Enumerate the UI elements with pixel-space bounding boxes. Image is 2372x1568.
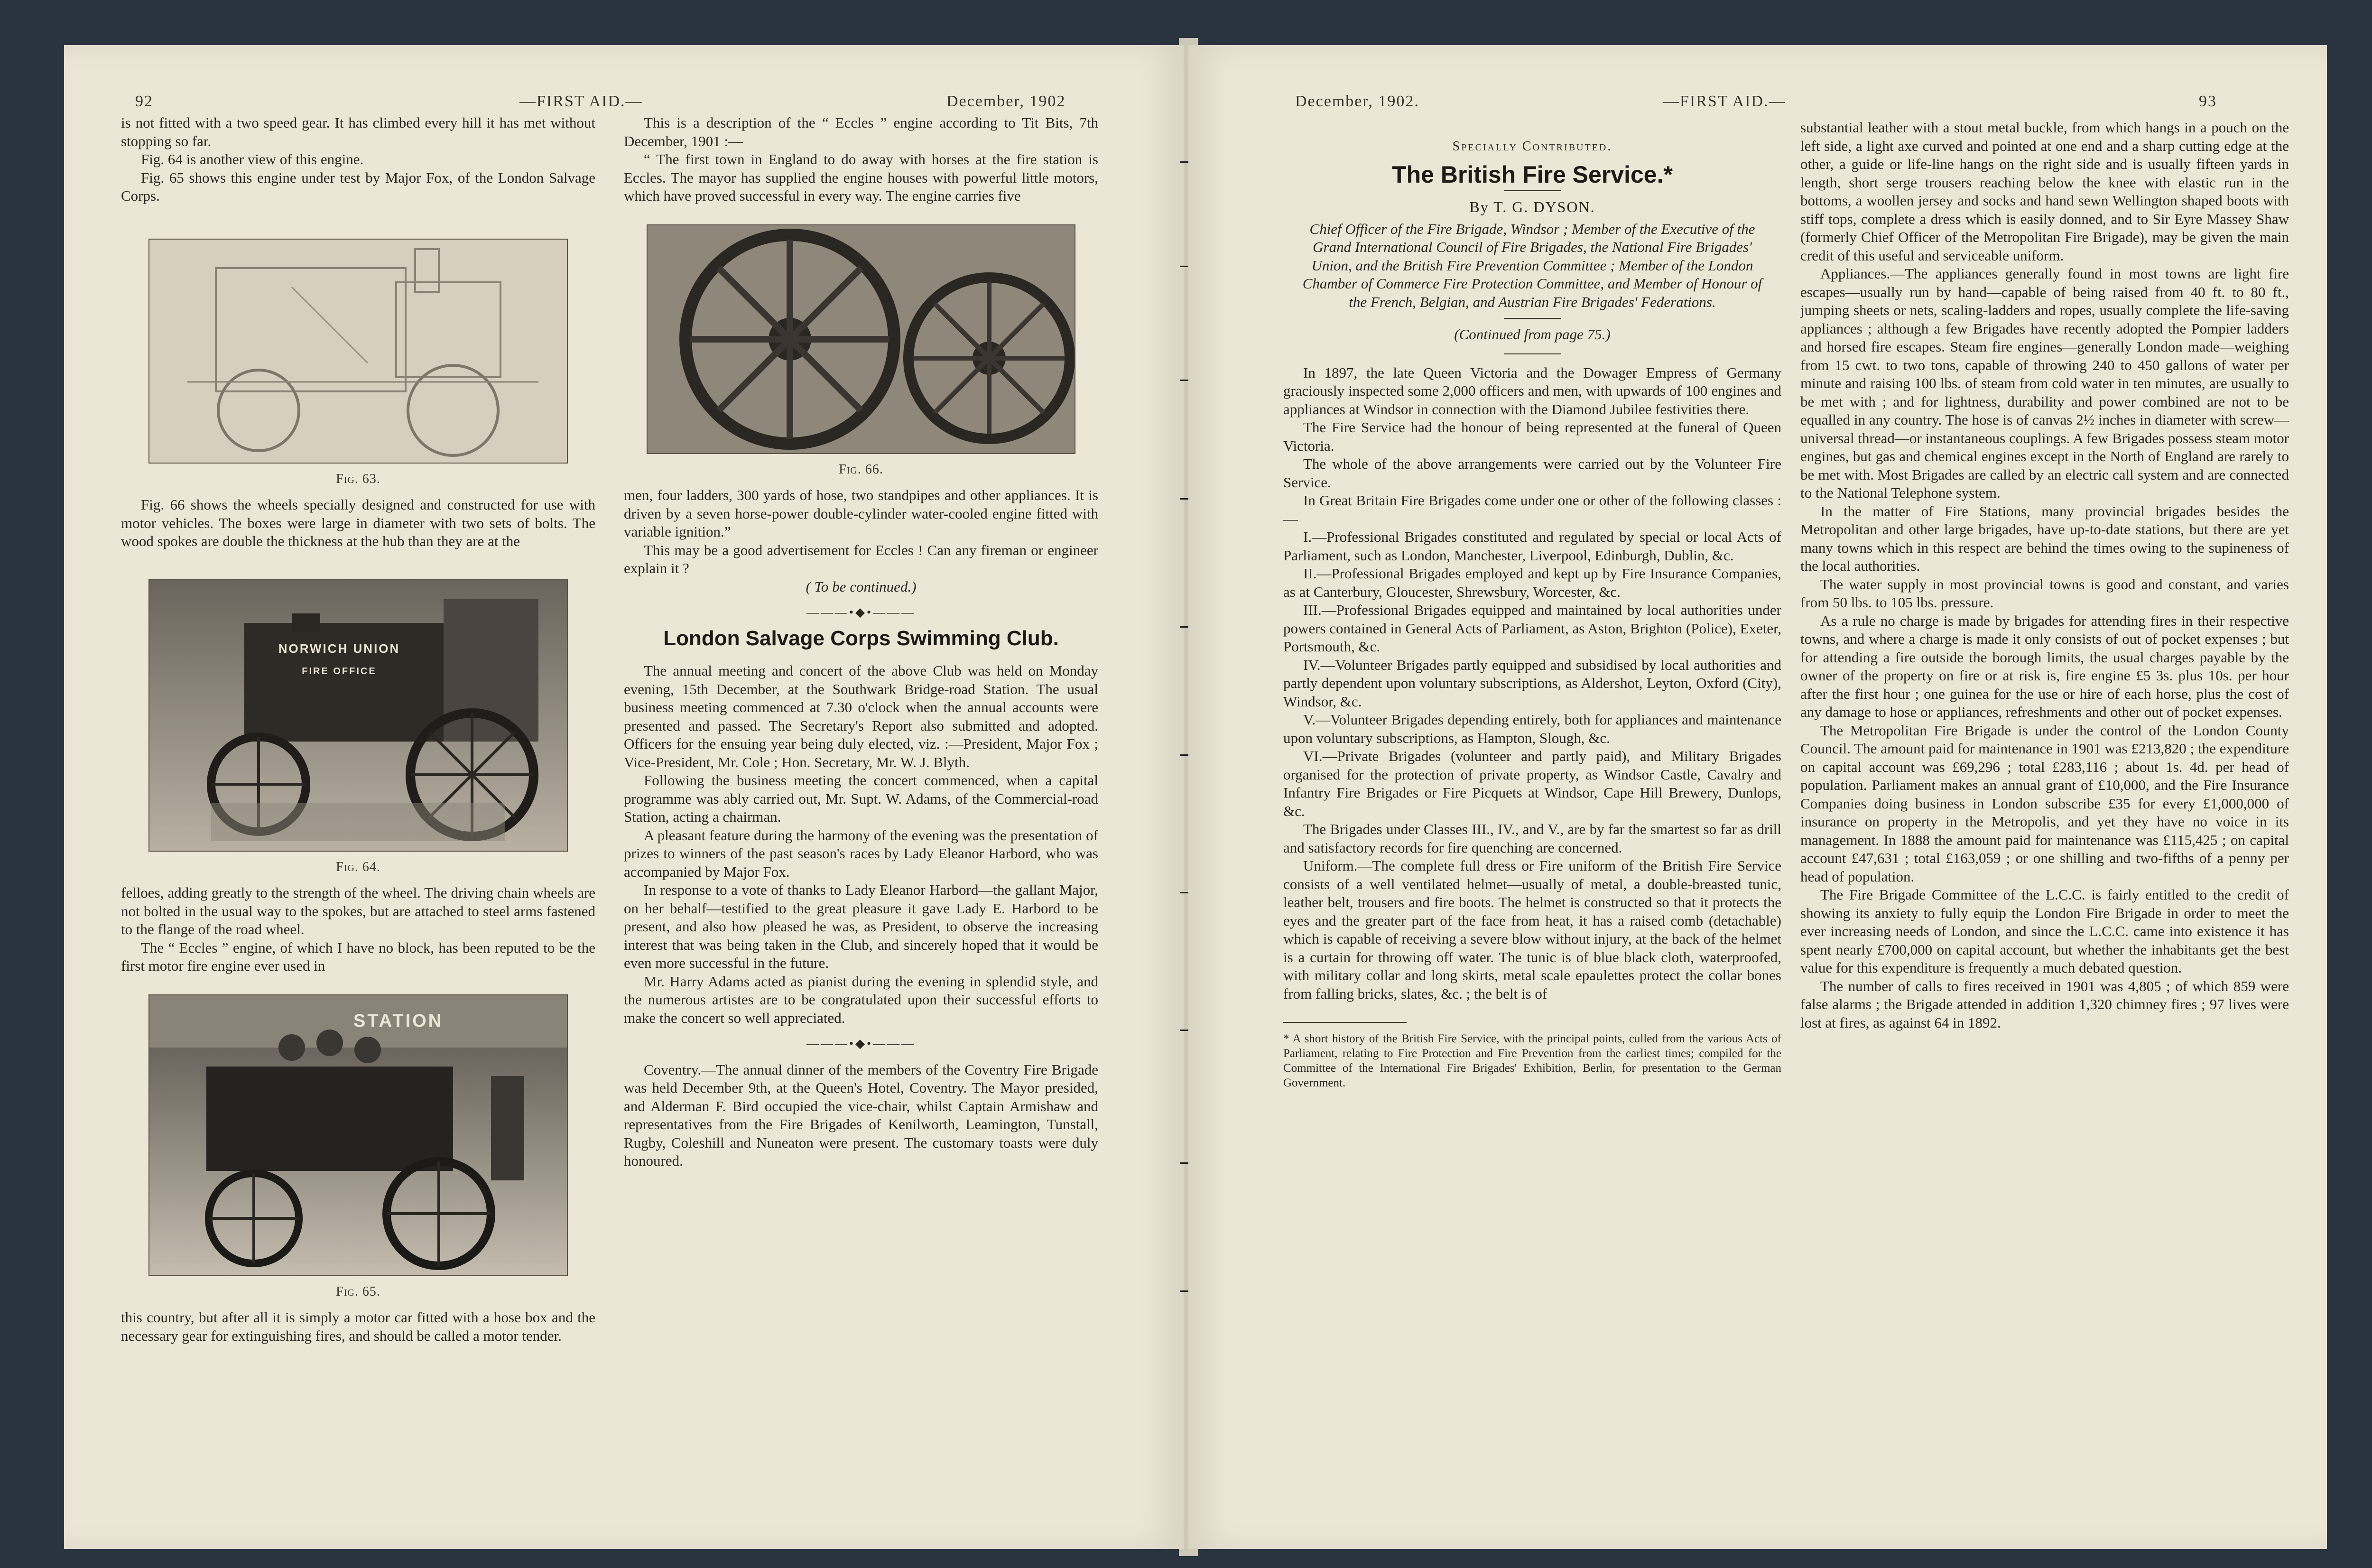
paragraph: is not fitted with a two speed gear. It has climbed every hill it has met without stopping so far. — [121, 114, 595, 149]
paragraph: The whole of the above arrangements were carried out by the Volunteer Fire Service. — [1283, 455, 1781, 491]
to-be-continued: ( To be continued.) — [806, 578, 917, 595]
author-credentials: Chief Officer of the Fire Brigade, Windsor ; Member of the Executive of the Grand International Council of Fire Brigades, the National Fire Brigades' Union, and the British Fire Prevention Committee ; Member of the London Chamber of Commerce Fire Protection Committee, and Member of Honour of the French, Belgian, and Austrian Fire Brigades' Federations. — [1302, 220, 1762, 310]
paragraph: The water supply in most provincial towns is good and constant, and varies from 50 lbs. to 105 lbs. pressure. — [1800, 575, 2289, 611]
paragraph: Fig. 64 is another view of this engine. — [141, 151, 364, 167]
paragraph: In Great Britain Fire Brigades come under one or other of the following classes :— — [1283, 492, 1781, 527]
paragraph: The Fire Brigade Committee of the L.C.C. is fairly entitled to the credit of showing its anxiety to fully equip the London Fire Brigade in order to meet the ever increasing needs of London, and since the L.C.C. came into existence it has spent nearly £700,000 on capital account, but whether the inhabitants get the best value for this expenditure is frequently a much debated question. — [1800, 886, 2289, 976]
paragraph: A pleasant feature during the harmony of the evening was the presentation of prizes to winners of the past season's races by Lady Eleanor Harbord, who was accompanied by Major Fox. — [624, 826, 1098, 880]
paragraph: this country, but after all it is simply a motor car fitted with a hose box and the necessary gear for extinguishing fires, and should be called a motor tender. — [121, 1309, 595, 1344]
figure-caption: Fig. 65. — [336, 1284, 380, 1299]
page-number: 93 — [2199, 93, 2217, 110]
paragraph: V.—Volunteer Brigades depending entirely, both for appliances and maintenance upon voluntary subscriptions, as Hampton, Slough, &c. — [1283, 711, 1781, 746]
running-title: —FIRST AID.— — [519, 93, 643, 110]
credentials-rule — [1504, 318, 1561, 319]
left-page — [64, 45, 1184, 1549]
rule — [1504, 353, 1561, 354]
paragraph: This is a description of the “ Eccles ” engine according to Tit Bits, 7th December, 1901 :— — [624, 114, 1098, 149]
paragraph: VI.—Private Brigades (volunteer and partly paid), and Military Brigades organised for the protection of private property, as Windsor Castle, Cavalry and Infantry Fire Brigades or Fire Picquets at Windsor, Cape Hill Brewery, Dunlops, &c. — [1283, 748, 1781, 819]
continued-from: (Continued from page 75.) — [1454, 326, 1611, 343]
left-column-1 — [121, 114, 595, 1345]
paragraph: substantial leather with a stout metal buckle, from which hangs in a pouch on the left side, a light axe curved and pointed at one end and a sharp cutting edge at the other, a guide or life-line hangs on the right side and is usually fifteen yards in length, short serge trousers reaching below the knee with elastic run in the bottoms, a woollen jersey and socks and hand sewn Wellington shaped boots with stiff tops, complete a dress which is easily donned, and to Sir Eyre Massey Shaw (formerly Chief Officer of the Metropolitan Fire Brigade), may be given the main credit of this useful and serviceable uniform. — [1800, 119, 2289, 264]
footnote: * A short history of the British Fire Service, with the principal points, culled from the various Acts of Parliament, relating to Fire Protection and Fire Prevention from the earliest times; compiled for the Committee of the International Fire Brigades' Exhibition, Berlin, for presentation to the German Government. — [1283, 1032, 1781, 1089]
running-date: December, 1902. — [1295, 93, 1419, 110]
figure-64-norwich-union-engine — [148, 579, 568, 852]
figure-caption: Fig. 66. — [839, 462, 883, 477]
paragraph: The Brigades under Classes III., IV., and V., are by far the smartest so far as drill and satisfactory records for fire quenching are concerned. — [1283, 821, 1781, 856]
article-title: The British Fire Service.* — [1392, 161, 1673, 188]
ornament-divider: ———•◆•——— — [806, 605, 916, 619]
figure-caption: Fig. 64. — [336, 859, 380, 874]
ornament-divider: ———•◆•——— — [806, 1037, 916, 1050]
figure-66-wheels — [647, 224, 1075, 454]
engine-sign-text: NORWICH UNION — [278, 641, 400, 656]
left-column-2 — [624, 114, 1098, 1170]
paragraph: As a rule no charge is made by brigades for attending fires in their respective towns, and where a charge is made it only consists of out of pocket expenses ; but for attending a fire outside the borough limits, the usual charges payable by the owner of the property on fire or at risk is, fire engine £5 3s. plus 10s. per hour after the first hour ; one guinea for the use or hire of each horse, plus the cost of any damage to hose or appliances, refreshments and other out of pocket expenses. — [1800, 612, 2289, 720]
paragraph: The number of calls to fires received in 1901 was 4,805 ; of which 859 were false alarms ; the Brigade attended in addition 1,320 chimney fires ; 97 lives were lost at fires, as against 64 in 1892. — [1800, 977, 2289, 1031]
figure-65-engine-under-test — [148, 994, 568, 1276]
paragraph: In response to a vote of thanks to Lady Eleanor Harbord—the gallant Major, on her behalf—testified to the great pleasure it gave Lady E. Harbord to be present, and also how pleased he was, as President, to observe the increasing interest that was being taken in the Club, and sincerely hoped that it would be even more successful in the future. — [624, 881, 1098, 971]
kicker: Specially Contributed. — [1452, 139, 1612, 154]
engine-sign-text: FIRE OFFICE — [302, 666, 377, 677]
paragraph: The Metropolitan Fire Brigade is under the control of the London County Council. The amount paid for maintenance in 1901 was £213,820 ; the expenditure on capital account was £69,296 ; total £283,116 ; about 1s. 4d. per head of population. Parliament makes an annual grant of £10,000, and the Fire Insurance Companies doing business in London subscribe £35 for every £1,000,000 of insurance on property in the Metropolis, and yet they have no voice in its management. In 1888 the amount paid for maintenance was £115,425 ; on capital account £47,631 ; total £163,059 ; or one shilling and two-fifths of a penny per head of population. — [1800, 722, 2289, 885]
paragraph: Following the business meeting the concert commenced, when a capital programme was ably carried out, Mr. Supt. W. Adams, of the Commercial-road Station, acting a chairman. — [624, 772, 1098, 825]
paragraph: The annual meeting and concert of the above Club was held on Monday evening, 15th December, at the Southwark Bridge-road Station. The usual business meeting commenced at 7.30 o'clock when the annual accounts were presented and passed. The Secretary's Report also submitted and adopted. Officers for the ensuing year being duly elected, viz. :—President, Major Fox ; Vice-President, Mr. Cole ; Hon. Secretary, Mr. W. J. Blyth. — [624, 662, 1098, 770]
paragraph: III.—Professional Brigades equipped and maintained by local authorities under powers contained in General Acts of Parliament, as Aston, Brighton (Police), Exeter, Portsmouth, &c. — [1283, 602, 1781, 655]
paragraph: In 1897, the late Queen Victoria and the Dowager Empress of Germany graciously inspected some 2,000 officers and men, with upwards of 100 engines and appliances at Windsor in connection with the Diamond Jubilee festivities there. — [1283, 364, 1781, 418]
paragraph: felloes, adding greatly to the strength of the wheel. The driving chain wheels are not bolted in the usual way to the spokes, but are attached to steel arms fastened to the flange of the road wheel. — [121, 884, 595, 937]
paragraph: The Fire Service had the honour of being represented at the funeral of Queen Victoria. — [1283, 419, 1781, 454]
paragraph: II.—Professional Brigades employed and kept up by Fire Insurance Companies, as at Canterbury, Gloucester, Shrewsbury, Worcester, &c. — [1283, 565, 1781, 600]
footnote-rule — [1283, 1022, 1407, 1023]
paragraph: men, four ladders, 300 yards of hose, two standpipes and other appliances. It is driven by a seven horse-power double-cylinder water-cooled engine fitted with variable ignition.” — [624, 487, 1098, 540]
byline: By T. G. DYSON. — [1469, 198, 1595, 215]
right-column-1 — [1283, 138, 1781, 1090]
paragraph: IV.—Volunteer Brigades partly equipped and subsidised by local authorities and partly dependent upon voluntary subscriptions, as Aldershot, Leyton, Oxford (City), Windsor, &c. — [1283, 656, 1781, 710]
station-sign-text: STATION — [353, 1011, 444, 1031]
paragraph: This may be a good advertisement for Eccles ! Can any fireman or engineer explain it ? — [624, 541, 1098, 576]
paragraph: Fig. 65 shows this engine under test by Major Fox, of the London Salvage Corps. — [121, 169, 595, 204]
page-number: 92 — [135, 93, 153, 110]
paragraph: Appliances.—The appliances generally found in most towns are light fire escapes—usually run by hand—capable of being raised from 40 ft. to 80 ft., jumping sheets or nets, scaling-ladders and ropes, usually complete the life-saving appliances ; although a few Brigades have recently adopted the Pompier ladders and horsed fire escapes. Steam fire engines—generally London made—weighing from 15 cwt. to two tons, capable of throwing 240 to 450 gallons of water per minute and raising 100 lbs. of steam from cold water in ten minutes, are usually to be met with ; and for lightness, durability and power combined are not to be equalled in any country. The hose is of canvas 2½ inches in diameter with screw—universal thread—or instantaneous couplings. A few Brigades possess steam motor engines, but gas and chemical engines except in the North of England are rarely to be met with. Most Brigades are called by an electric call system and are connected to the National Telephone system. — [1800, 265, 2289, 501]
paragraph: Uniform.—The complete full dress or Fire uniform of the British Fire Service consists of a well ventilated helmet—usually of metal, a double-breasted tunic, leather belt, trousers and fire boots. The helmet is constructed so that it protects the eyes and the greater part of the face from heat, it has a raised comb (detachable) which is capable of receiving a severe blow without injury, at the back of the helmet is a curtain for throwing off water. The tunic is of blue black cloth, waterproofed, with military collar and long skirts, metal scale epaulettes protect the collar bones from falling bricks, slates, &c. ; the belt is of — [1283, 857, 1781, 1002]
running-date: December, 1902 — [946, 93, 1066, 110]
paragraph: The “ Eccles ” engine, of which I have no block, has been reputed to be the first motor fire engine ever used in — [121, 939, 595, 974]
running-title: —FIRST AID.— — [1663, 93, 1786, 110]
paragraph: In the matter of Fire Stations, many provincial brigades besides the Metropolitan and other large brigades, have up-to-date stations, but there are yet many towns which in this respect are behind the times owing to the supineness of the local authorities. — [1800, 502, 2289, 574]
paragraph: Mr. Harry Adams acted as pianist during the evening in splendid style, and the numerous artistes are to be congratulated upon their successful efforts to make the concert so well appreciated. — [624, 973, 1098, 1026]
paragraph: “ The first town in England to do away with horses at the fire station is Eccles. The mayor has supplied the engine houses with powerful little motors, which have proved successful in every way. The engine carries five — [624, 151, 1098, 204]
right-column-2 — [1800, 119, 2289, 1032]
section-heading: London Salvage Corps Swimming Club. — [663, 626, 1059, 650]
paragraph: Coventry.—The annual dinner of the members of the Coventry Fire Brigade was held December 9th, at the Queen's Hotel, Coventry. The Mayor presided, and Alderman F. Bird occupied the vice-chair, whilst Captain Armishaw and representatives from the Fire Brigades of Kenilworth, Leamington, Tunstall, Rugby, Coleshill and Nuneaton were present. The customary toasts were duly honoured. — [624, 1061, 1098, 1169]
right-page — [1188, 45, 2327, 1549]
title-rule — [1504, 190, 1561, 191]
figure-caption: Fig. 63. — [336, 471, 380, 486]
paragraph: Fig. 66 shows the wheels specially designed and constructed for use with motor vehicles. The boxes were large in diameter with two sets of bolts. The wood spokes are double the thickness at the hub than they are at the — [121, 496, 595, 549]
paragraph: I.—Professional Brigades constituted and regulated by special or local Acts of Parliament, such as London, Manchester, Liverpool, Edinburgh, Dublin, &c. — [1283, 529, 1781, 564]
figure-63-engine-sketch — [148, 239, 568, 464]
